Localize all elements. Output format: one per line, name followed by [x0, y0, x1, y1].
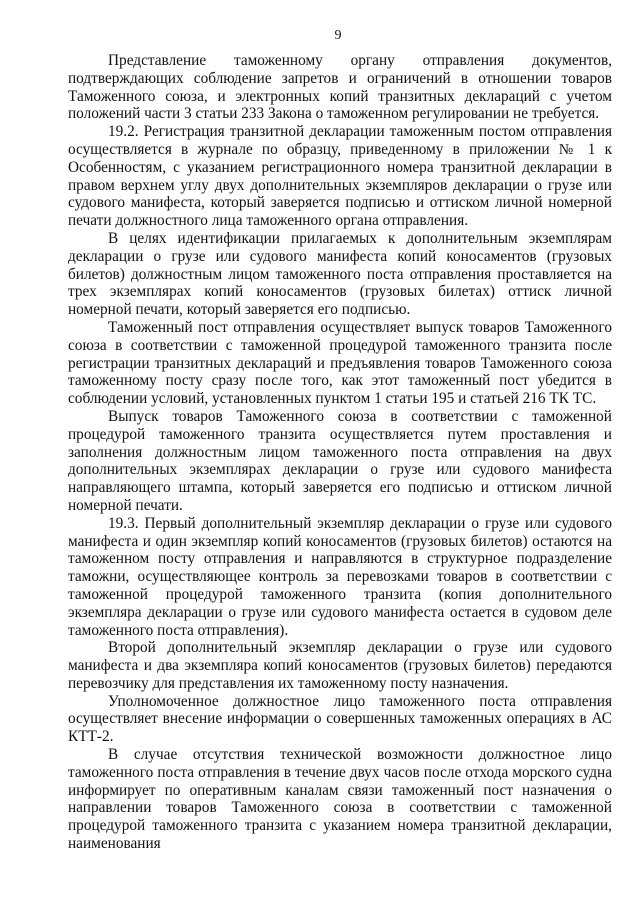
paragraph-second-copy: Второй дополнительный экземпляр декларации о грузе или судового манифеста и два экземпляра копий коносаментов (грузовых билетов) передаются перевозчику для представления их таможенному посту назначения. — [68, 639, 612, 692]
document-page — [68, 28, 612, 853]
paragraph-no-technical-capability: В случае отсутствия технической возможности должностное лицо таможенного поста отправления в течение двух часов после отхода морского судна информирует по оперативным каналам связи таможенный пост назначения о направлении товаров Таможенного союза в соответствии с таможенной процедурой таможенного транзита с указанием номера транзитной декларации, наименования — [68, 746, 612, 853]
paragraph-identification: В целях идентификации прилагаемых к дополнительным экземплярам декларации о грузе или судового манифеста копий коносаментов (грузовых билетов) должностным лицом таможенного поста отправления проставляется на трех экземплярах копий коносаментов (грузовых билетах) оттиск личной номерной печати, который заверяется его подписью. — [68, 229, 612, 319]
paragraph-release-stamp: Выпуск товаров Таможенного союза в соответствии с таможенной процедурой таможенного транзита осуществляется путем проставления и заполнения должностным лицом таможенного поста отправления на двух дополнительных экземплярах декларации о грузе или судового манифеста направляющего штампа, который заверяется его подписью и оттиском личной номерной печати. — [68, 407, 612, 514]
paragraph-documents-not-required: Представление таможенному органу отправления документов, подтверждающих соблюдение запретов и ограничений в отношении товаров Таможенного союза, и электронных копий транзитных деклараций с учетом положений части 3 статьи 233 Закона о таможенном регулировании не требуется. — [68, 52, 612, 123]
paragraph-19-2-registration: 19.2. Регистрация транзитной декларации таможенным постом отправления осуществляется в журнале по образцу, приведенному в приложении № 1 к Особенностям, с указанием регистрационного номера транзитной декларации в правом верхнем углу двух дополнительных экземпляров декларации о грузе или судового манифеста, который заверяется подписью и оттиском личной номерной печати должностного лица таможенного органа отправления. — [68, 123, 612, 230]
paragraph-release-conditions: Таможенный пост отправления осуществляет выпуск товаров Таможенного союза в соответствии с таможенной процедурой таможенного транзита после регистрации транзитных деклараций и предъявления товаров Таможенного союза таможенному посту сразу после того, как этот таможенный пост убедится в соблюдении условий, установленных пунктом 1 статьи 195 и статьей 216 ТК ТС. — [68, 318, 612, 408]
page-number: 9 — [334, 28, 342, 43]
paragraph-ktt2-entry: Уполномоченное должностное лицо таможенного поста отправления осуществляет внесение информации о совершенных таможенных операциях в АС КТТ-2. — [68, 692, 612, 746]
paragraph-19-3-first-copy: 19.3. Первый дополнительный экземпляр декларации о грузе или судового манифеста и один экземпляр копий коносаментов (грузовых билетов) остаются на таможенном посту отправления и направляются в структурное подразделение таможни, осуществляющее контроль за перевозками товаров в соответствии с таможенной процедурой таможенного транзита (копия дополнительного экземпляра декларации о грузе или судового манифеста остается в судовом деле таможенного поста отправления). — [68, 514, 612, 639]
